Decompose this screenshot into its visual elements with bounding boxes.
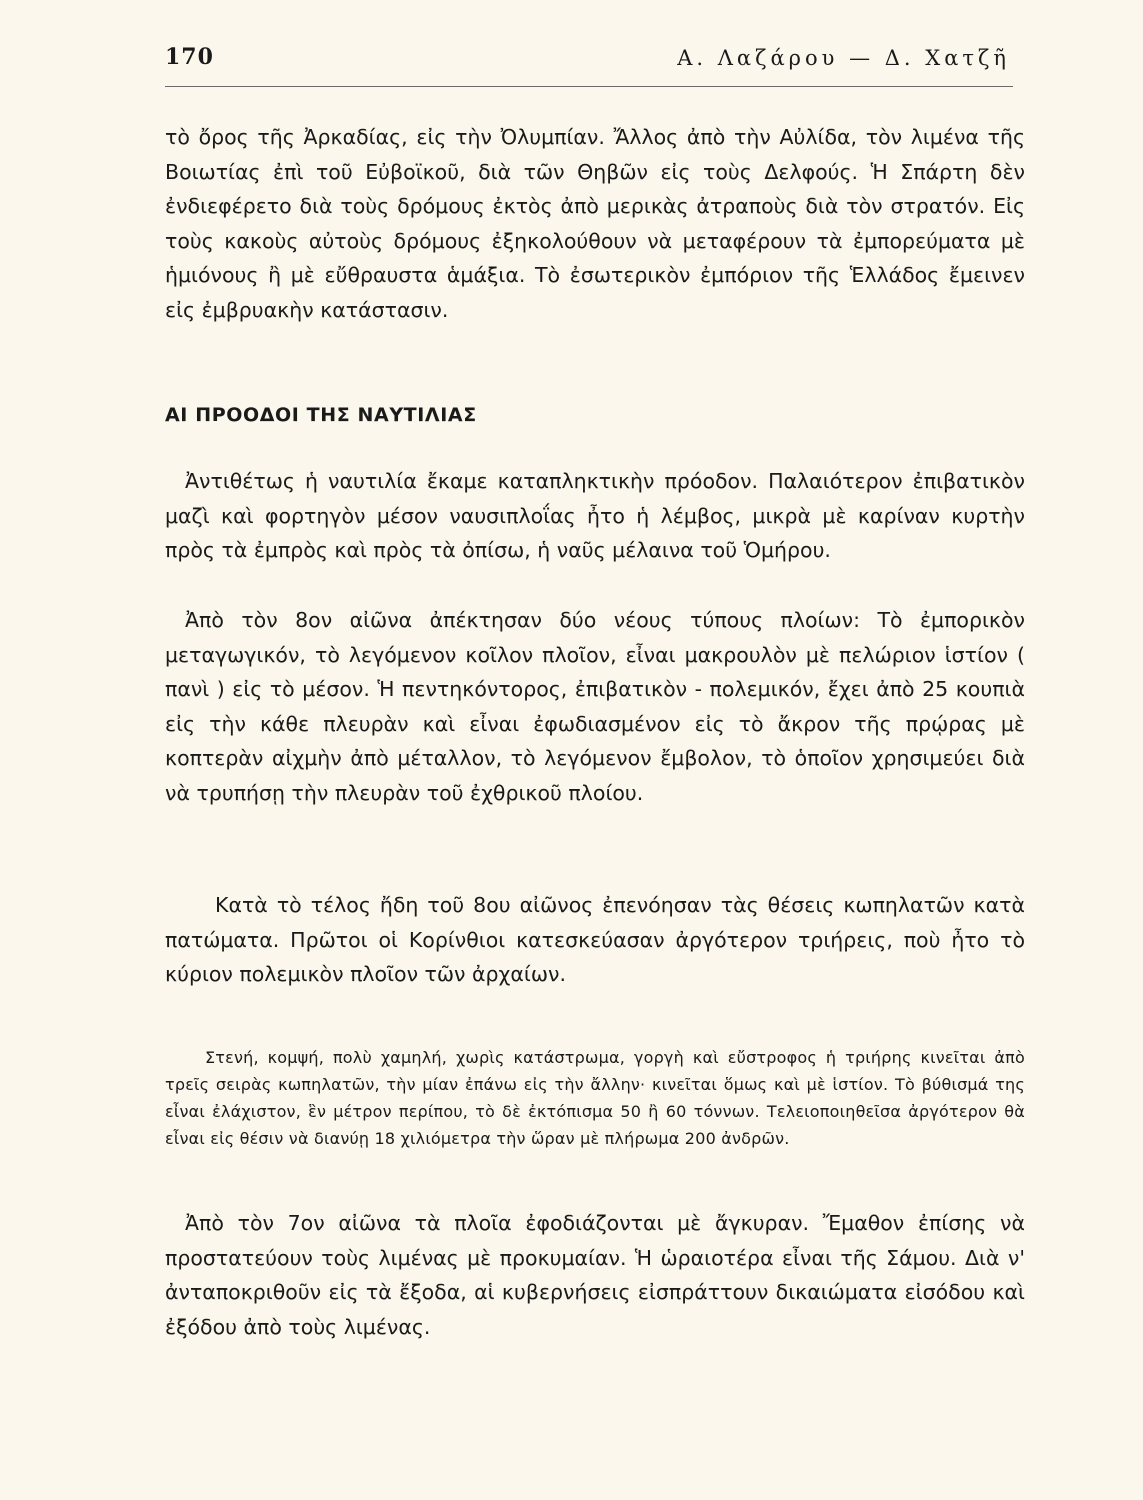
section-heading: ΑΙ ΠΡΟΟΔΟΙ ΤΗΣ ΝΑΥΤΙΛΙΑΣ — [165, 404, 477, 426]
running-title: Α. Λαζάρου — Δ. Χατζῆ — [677, 46, 1010, 70]
page-header — [165, 44, 1010, 80]
paragraph-4: Κατὰ τὸ τέλος ἤδη τοῦ 8ου αἰῶνος ἐπενόησαν τὰς θέσεις κωπηλατῶν κατὰ πατώματα. Πρῶτοι οἱ Κορίνθιοι κατεσκεύασαν ἀργότερον τριήρεις, ποὺ ἦτο τὸ κύριον πολεμικὸν πλοῖον τῶν ἀρχαίων. — [165, 893, 1025, 986]
paragraph-3: Ἀπὸ τὸν 8ον αἰῶνα ἀπέκτησαν δύο νέους τύπους πλοίων: Τὸ ἐμπορικὸν μεταγωγικόν, τὸ λεγόμενον κοῖλον πλοῖον, εἶναι μακρουλὸν μὲ πελώριον ἱστίον ( πανὶ ) εἰς τὸ μέσον. Ἡ πεντηκόντορος, ἐπιβατικὸν - πολεμικόν, ἔχει ἀπὸ 25 κουπιὰ εἰς τὴν κάθε πλευρὰν καὶ εἶναι ἐφωδιασμένον εἰς τὸ ἄκρον τῆς πρῴρας μὲ κοπτερὰν αἰχμὴν ἀπὸ μέταλλον, τὸ λεγόμενον ἔμβολον, τὸ ὁποῖον χρησιμεύει διὰ νὰ τρυπήσῃ τὴν πλευρὰν τοῦ ἐχθρικοῦ πλοίου. — [165, 608, 1025, 805]
paragraph-2: Ἀντιθέτως ἡ ναυτιλία ἔκαμε καταπληκτικὴν πρόοδον. Παλαιότερον ἐπιβατικὸν μαζὶ καὶ φορτηγὸν μέσον ναυσιπλοΐας ἦτο ἡ λέμβος, μικρὰ μὲ καρίναν κυρτὴν πρὸς τὰ ἐμπρὸς καὶ πρὸς τὰ ὀπίσω, ἡ ναῦς μέλαινα τοῦ Ὁμήρου. — [165, 469, 1025, 562]
paragraph-1: τὸ ὄρος τῆς Ἀρκαδίας, εἰς τὴν Ὀλυμπίαν. Ἄλλος ἀπὸ τὴν Αὐλίδα, τὸν λιμένα τῆς Βοιωτίας ἐπὶ τοῦ Εὐβοϊκοῦ, διὰ τῶν Θηβῶν εἰς τοὺς Δελφούς. Ἡ Σπάρτη δὲν ἐνδιεφέρετο διὰ τοὺς δρόμους ἐκτὸς ἀπὸ μερικὰς ἀτραποὺς διὰ τὸν στρατόν. Εἰς τοὺς κακοὺς αὐτοὺς δρόμους ἐξηκολούθουν νὰ μεταφέρουν τὰ ἐμπορεύματα μὲ ἡμιόνους ἢ μὲ εὔθραυστα ἁμάξια. Τὸ ἐσωτερικὸν ἐμπόριον τῆς Ἑλλάδος ἔμεινεν εἰς ἐμβρυακὴν κατάστασιν. — [165, 125, 1025, 322]
header-rule — [165, 86, 1013, 87]
paragraph-5: Ἀπὸ τὸν 7ον αἰῶνα τὰ πλοῖα ἐφοδιάζονται μὲ ἄγκυραν. Ἔμαθον ἐπίσης νὰ προστατεύουν τοὺς λιμένας μὲ προκυμαίαν. Ἡ ὡραιοτέρα εἶναι τῆς Σάμου. Διὰ ν' ἀνταποκριθοῦν εἰς τὰ ἔξοδα, αἱ κυβερνήσεις εἰσπράττουν δικαιώματα εἰσόδου καὶ ἐξόδου ἀπὸ τοὺς λιμένας. — [165, 1211, 1025, 1339]
trireme-note: Στενή, κομψή, πολὺ χαμηλή, χωρὶς κατάστρωμα, γοργὴ καὶ εὔστροφος ἡ τριήρης κινεῖται ἀπὸ τρεῖς σειρὰς κωπηλατῶν, τὴν μίαν ἐπάνω εἰς τὴν ἄλλην· κινεῖται ὅμως καὶ μὲ ἱστίον. Τὸ βύθισμά της εἶναι ἐλάχιστον, ἓν μέτρον περίπου, τὸ δὲ ἐκτόπισμα 50 ἢ 60 τόννων. Τελειοποιηθεῖσα ἀργότερον θὰ εἶναι εἰς θέσιν νὰ διανύῃ 18 χιλιόμετρα τὴν ὥραν μὲ πλήρωμα 200 ἀνδρῶν. — [165, 1048, 1025, 1148]
page-number: 170 — [165, 44, 214, 70]
